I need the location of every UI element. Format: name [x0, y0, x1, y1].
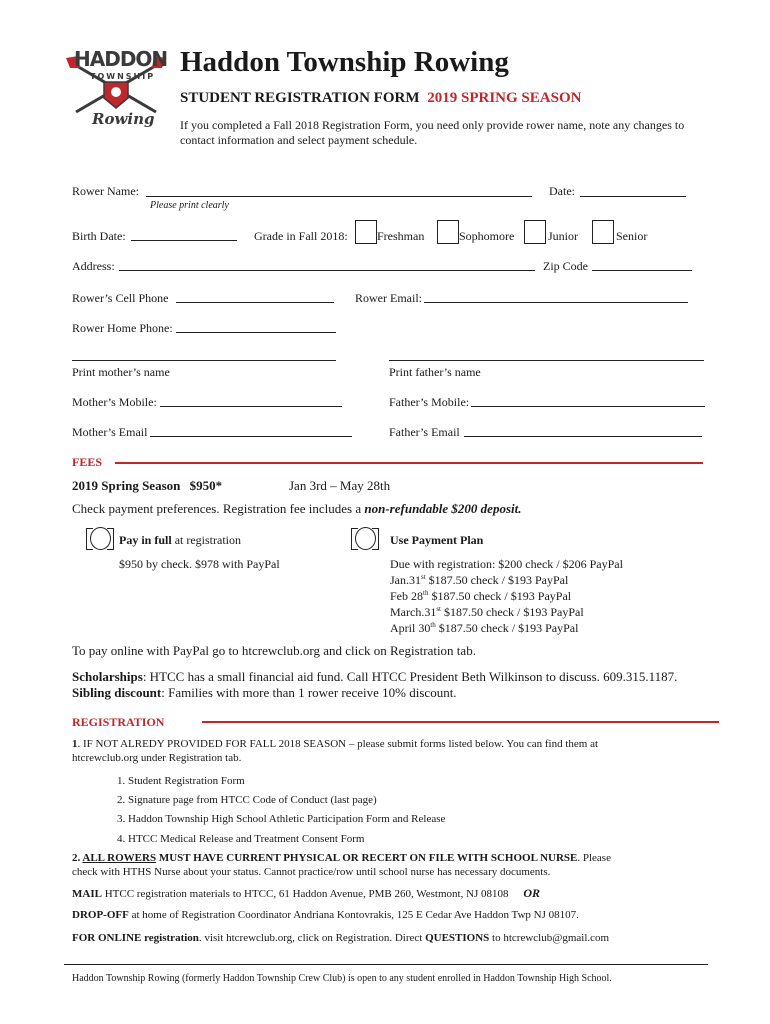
rower-name-field[interactable] [146, 196, 532, 197]
mail-label: MAIL [72, 888, 102, 900]
fees-rule [115, 462, 703, 464]
dropoff-instructions [72, 909, 579, 921]
mail-text: HTCC registration materials to HTCC, 61 Haddon Avenue, PMB 260, Westmont, NJ 08108 [101, 888, 509, 900]
reg-item-2-underlined: ALL ROWERS [82, 852, 157, 864]
father-name-field[interactable] [389, 360, 704, 361]
online-instructions [72, 932, 609, 944]
plan-row-4 [390, 621, 578, 636]
pay-full-detail: $950 by check. $978 with PayPal [119, 557, 280, 571]
intro-text-line1: If you completed a Fall 2018 Registration Form, you need only provide rower name, note any changes to [180, 118, 685, 132]
reg-item-2 [72, 852, 611, 864]
mother-email-field[interactable] [150, 436, 352, 437]
grade-freshman-label: Freshman [377, 229, 425, 243]
birth-date-field[interactable] [131, 240, 237, 241]
reg-item-2-line2: check with HTHS Nurse about your status. Cannot practice/row until school nurse has necessary documents. [72, 866, 551, 878]
birth-date-label: Birth Date: [72, 229, 126, 243]
plan-suffix: st [436, 605, 441, 613]
page-title: Haddon Township Rowing [180, 46, 509, 78]
footer-text: Haddon Township Rowing (formerly Haddon Township Crew Club) is open to any student enrolled in Haddon Township High School. [72, 973, 612, 984]
mail-instructions [72, 886, 540, 901]
home-phone-label: Rower Home Phone: [72, 321, 173, 335]
season-label: 2019 SPRING SEASON [427, 90, 582, 106]
plan-month: Jan.31 [390, 573, 421, 587]
logo [64, 46, 168, 134]
reg-item-2-bold: MUST HAVE CURRENT PHYSICAL OR RECERT ON FILE WITH SCHOOL NURSE [156, 852, 578, 864]
cell-phone-label: Rower’s Cell Phone [72, 291, 169, 305]
plan-suffix: th [430, 621, 436, 629]
checkbox-senior[interactable] [592, 220, 614, 244]
father-mobile-field[interactable] [471, 406, 705, 407]
form-list-item: 1. Student Registration Form [117, 775, 245, 787]
pay-full-rest: at registration [171, 533, 241, 547]
payment-preference [72, 501, 521, 517]
plan-amount: $187.50 check / $193 PayPal [441, 605, 584, 619]
mother-name-label: Print mother’s name [72, 365, 170, 379]
logo-word-haddon: HADDON [74, 47, 168, 71]
plan-amount: $187.50 check / $193 PayPal [428, 589, 572, 603]
sibling-label: Sibling discount [72, 685, 162, 700]
mother-mobile-label: Mother’s Mobile: [72, 395, 157, 409]
sibling-text: : Families with more than 1 rower receive 10% discount. [161, 685, 457, 700]
rower-email-field[interactable] [424, 302, 688, 303]
father-mobile-label: Father’s Mobile: [389, 395, 470, 409]
season-price [72, 478, 222, 494]
grade-label: Grade in Fall 2018: [254, 229, 348, 243]
pref-text: Check payment preferences. Registration fee includes a [72, 501, 365, 516]
date-label: Date: [549, 184, 575, 198]
home-phone-field[interactable] [176, 332, 336, 333]
fees-heading: FEES [72, 455, 103, 469]
plan-month: April 30 [390, 621, 431, 635]
rower-name-label: Rower Name: [72, 184, 139, 198]
online-text: . visit htcrewclub.org, click on Registration. Direct [198, 932, 426, 944]
paypal-note: To pay online with PayPal go to htcrewclub.org and click on Registration tab. [72, 643, 476, 658]
price: $950* [189, 478, 223, 493]
father-email-field[interactable] [464, 436, 702, 437]
mother-email-label: Mother’s Email [72, 425, 148, 439]
questions-label: QUESTIONS [425, 932, 490, 944]
plan-row-2 [390, 589, 571, 604]
pay-full-bold: Pay in full [119, 533, 172, 547]
pay-full-label [119, 533, 241, 548]
reg-item-1 [72, 738, 598, 750]
sibling-discount [72, 685, 457, 701]
plan-month: March.31 [390, 605, 437, 619]
logo-word-township: TOWNSHIP [90, 72, 156, 81]
mother-mobile-field[interactable] [160, 406, 342, 407]
season-dates: Jan 3rd – May 28th [289, 478, 391, 493]
payment-plan-radio[interactable] [351, 528, 379, 550]
address-field[interactable] [119, 270, 535, 271]
scholarships-label: Scholarships [72, 669, 143, 684]
reg-item-1-num: 1 [72, 738, 78, 750]
checkbox-sophomore[interactable] [437, 220, 459, 244]
father-name-label: Print father’s name [389, 365, 481, 379]
grade-sophomore-label: Sophomore [459, 229, 515, 243]
checkbox-freshman[interactable] [355, 220, 377, 244]
plan-due: Due with registration: $200 check / $206 PayPal [390, 557, 623, 571]
registration-heading: REGISTRATION [72, 715, 165, 729]
form-list-item: 2. Signature page from HTCC Code of Conduct (last page) [117, 794, 377, 806]
form-name-text: STUDENT REGISTRATION FORM [180, 90, 420, 106]
form-list-item: 4. HTCC Medical Release and Treatment Consent Form [117, 833, 365, 845]
mother-name-field[interactable] [72, 360, 336, 361]
plan-amount: $187.50 check / $193 PayPal [435, 621, 579, 635]
form-name [180, 90, 581, 107]
plan-row-3 [390, 605, 584, 620]
zip-label: Zip Code [543, 259, 588, 273]
plan-row-1 [390, 573, 568, 588]
logo-word-rowing: Rowing [92, 110, 155, 128]
footer-rule [64, 964, 708, 965]
pay-full-radio[interactable] [86, 528, 114, 550]
payment-plan-label: Use Payment Plan [390, 533, 484, 547]
cell-phone-field[interactable] [176, 302, 334, 303]
online-label: FOR ONLINE registration [72, 932, 199, 944]
print-clearly-hint: Please print clearly [150, 200, 229, 211]
zip-field[interactable] [592, 270, 692, 271]
rower-email-label: Rower Email: [355, 291, 422, 305]
plan-month: Feb 28 [390, 589, 423, 603]
grade-senior-label: Senior [616, 229, 648, 243]
reg-item-1-text: . IF NOT ALREDY PROVIDED FOR FALL 2018 SEASON – please submit forms listed below. You can find them at [77, 738, 599, 750]
reg-item-2-num: 2. [72, 852, 83, 864]
season-name: 2019 Spring Season [72, 478, 181, 493]
registration-rule [202, 721, 719, 723]
intro-text-line2: contact information and select payment schedule. [180, 133, 418, 147]
or-label: OR [523, 886, 540, 900]
form-list-item: 3. Haddon Township High School Athletic Participation Form and Release [117, 813, 446, 825]
bracket-right [107, 528, 114, 550]
scholarships-text: : HTCC has a small financial aid fund. Call HTCC President Beth Wilkinson to discuss. 609.315.1187. [142, 669, 678, 684]
father-email-label: Father’s Email [389, 425, 460, 439]
online-text-2: to htcrewclub@gmail.com [489, 932, 610, 944]
date-field[interactable] [580, 196, 686, 197]
plan-suffix: th [423, 589, 429, 597]
dropoff-text: at home of Registration Coordinator Andriana Kontovrakis, 125 E Cedar Ave Haddon Twp NJ 08107. [128, 909, 579, 921]
dropoff-label: DROP-OFF [72, 909, 129, 921]
address-label: Address: [72, 259, 115, 273]
bracket-right [372, 528, 379, 550]
grade-junior-label: Junior [548, 229, 578, 243]
reg-item-1-line2: htcrewclub.org under Registration tab. [72, 752, 242, 764]
checkbox-junior[interactable] [524, 220, 546, 244]
plan-amount: $187.50 check / $193 PayPal [425, 573, 569, 587]
scholarships [72, 669, 677, 685]
deposit-text: non-refundable $200 deposit. [364, 501, 522, 516]
reg-item-2-rest: . Please [577, 852, 611, 864]
plan-suffix: st [421, 573, 426, 581]
